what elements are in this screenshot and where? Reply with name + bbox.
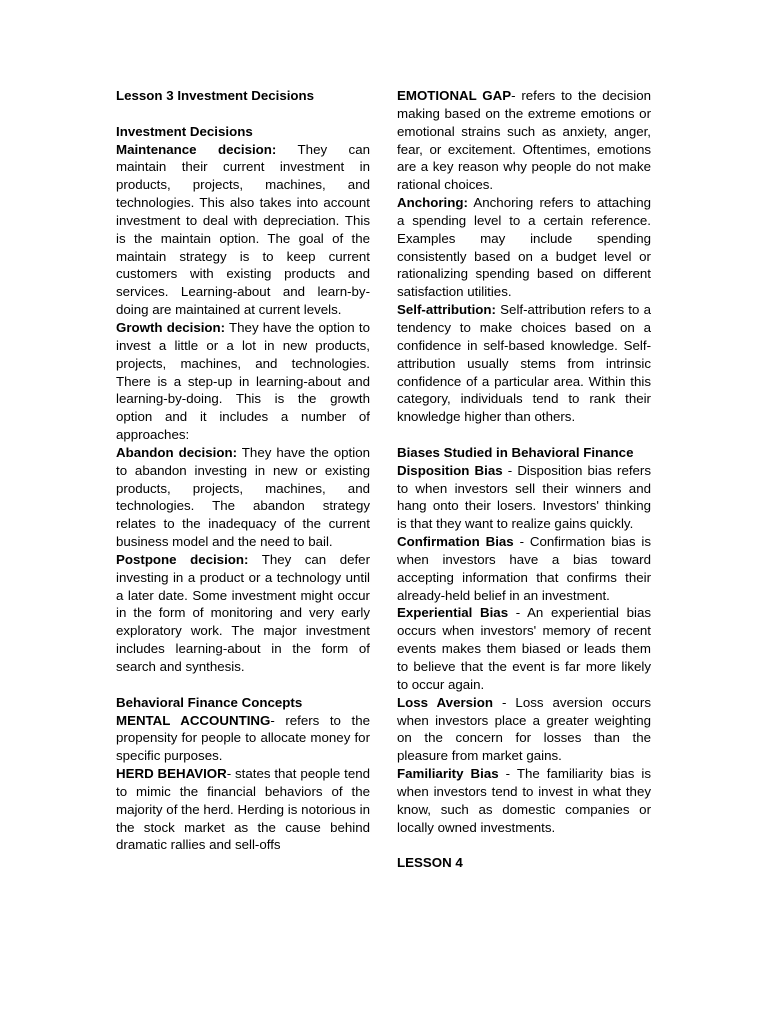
left-column bbox=[116, 87, 370, 854]
paragraph-postpone-decision bbox=[116, 551, 370, 676]
term-abandon-decision: Abandon decision: bbox=[116, 444, 238, 460]
paragraph-maintenance-decision bbox=[116, 141, 370, 319]
paragraph-self-attribution bbox=[397, 301, 651, 426]
text-postpone-decision: They can defer investing in a product or a technology until a later date. Some investment might occur in the form of monitoring and very early exploratory work. The major investment includes learning-about in the form of search and synthesis. bbox=[116, 551, 371, 674]
paragraph-abandon-decision bbox=[116, 444, 370, 551]
paragraph-herd-behavior bbox=[116, 765, 370, 854]
text-anchoring: Anchoring refers to attaching a spending level to a certain reference. Examples may include spending consistently based on a budget level or rationalizing spending based on different satisfaction utilities. bbox=[397, 195, 651, 300]
right-column bbox=[397, 87, 651, 872]
term-anchoring: Anchoring: bbox=[397, 195, 468, 211]
text-familiarity-bias: - The familiarity bias is when investors tend to invest in what they know, such as domestic companies or locally owned investments. bbox=[397, 766, 651, 835]
term-disposition-bias: Disposition Bias bbox=[397, 462, 503, 478]
text-loss-aversion: - Loss aversion occurs when investors place a greater weighting on the concern for losses than the pleasure from market gains. bbox=[397, 694, 651, 764]
text-confirmation-bias: - Confirmation bias is when investors have a bias toward accepting information that confirms their already-held belief in an investment. bbox=[397, 534, 651, 603]
paragraph-loss-aversion bbox=[397, 694, 651, 765]
section-heading-investment-decisions: Investment Decisions bbox=[116, 123, 253, 139]
text-growth-decision: They have the option to invest a little or a lot in new products, projects, machines, and technologies. There is a step-up in learning-about and learning-by-doing. This is the growth option and it includes a number of approaches: bbox=[116, 319, 370, 443]
term-confirmation-bias: Confirmation Bias bbox=[397, 534, 514, 550]
text-disposition-bias: - Disposition bias refers to when investors sell their winners and hang onto their losers. Investors' thinking is that they want to realize gains quickly. bbox=[397, 462, 651, 532]
paragraph-experiential-bias bbox=[397, 604, 651, 693]
text-self-attribution: Self-attribution refers to a tendency to make choices based on a confidence in self-based knowledge. Self-attribution usually stems from intrinsic confidence of a particular area. Within this category, individuals tend to rank their knowledge higher than others. bbox=[397, 302, 651, 425]
text-experiential-bias: - An experiential bias occurs when investors' memory of recent events makes them biased or leads them to believe that the event is far more likely to occur again. bbox=[397, 605, 651, 692]
term-postpone-decision: Postpone decision: bbox=[116, 551, 249, 567]
term-experiential-bias: Experiential Bias bbox=[397, 605, 509, 621]
term-herd-behavior: HERD BEHAVIOR bbox=[116, 766, 227, 782]
section-heading-biases: Biases Studied in Behavioral Finance bbox=[397, 444, 634, 460]
paragraph-emotional-gap bbox=[397, 87, 651, 194]
text-maintenance-decision: They can maintain their current investment in products, projects, machines, and technologies. This also takes into account investment to deal with depreciation. This is the maintain option. The goal of the maintain strategy is to keep current customers with existing products and services. Learning-about and learn-by-doing are maintained at current levels. bbox=[116, 141, 370, 318]
term-loss-aversion: Loss Aversion bbox=[397, 694, 493, 710]
text-mental-accounting: - refers to the propensity for people to allocate money for specific purposes. bbox=[116, 712, 370, 764]
paragraph-growth-decision bbox=[116, 319, 370, 444]
term-growth-decision: Growth decision: bbox=[116, 319, 226, 335]
next-lesson-heading: LESSON 4 bbox=[397, 855, 463, 871]
text-emotional-gap: - refers to the decision making based on the extreme emotions or emotional strains such as anxiety, anger, fear, or excitement. Oftentimes, emotions are a key reason why people do not make rational choices. bbox=[397, 88, 651, 193]
term-familiarity-bias: Familiarity Bias bbox=[397, 766, 499, 782]
paragraph-disposition-bias bbox=[397, 462, 651, 533]
term-emotional-gap: EMOTIONAL GAP bbox=[397, 88, 512, 103]
term-mental-accounting: MENTAL ACCOUNTING bbox=[116, 712, 271, 728]
section-heading-behavioral-finance-concepts: Behavioral Finance Concepts bbox=[116, 694, 303, 710]
term-self-attribution: Self-attribution: bbox=[397, 302, 496, 318]
lesson-title: Lesson 3 Investment Decisions bbox=[116, 88, 315, 103]
paragraph-confirmation-bias bbox=[397, 533, 651, 604]
paragraph-mental-accounting bbox=[116, 712, 370, 766]
text-herd-behavior: - states that people tend to mimic the financial behaviors of the majority of the herd. Herding is notorious in the stock market as the cause behind dramatic rallies and sell-offs bbox=[116, 766, 371, 853]
paragraph-familiarity-bias bbox=[397, 765, 651, 836]
term-maintenance-decision: Maintenance decision: bbox=[116, 141, 277, 157]
text-abandon-decision: They have the option to abandon investing in new or existing products, projects, machines, and technologies. The abandon strategy relates to the inadequacy of the current business model and the need to bail. bbox=[116, 444, 370, 550]
paragraph-anchoring bbox=[397, 194, 651, 301]
